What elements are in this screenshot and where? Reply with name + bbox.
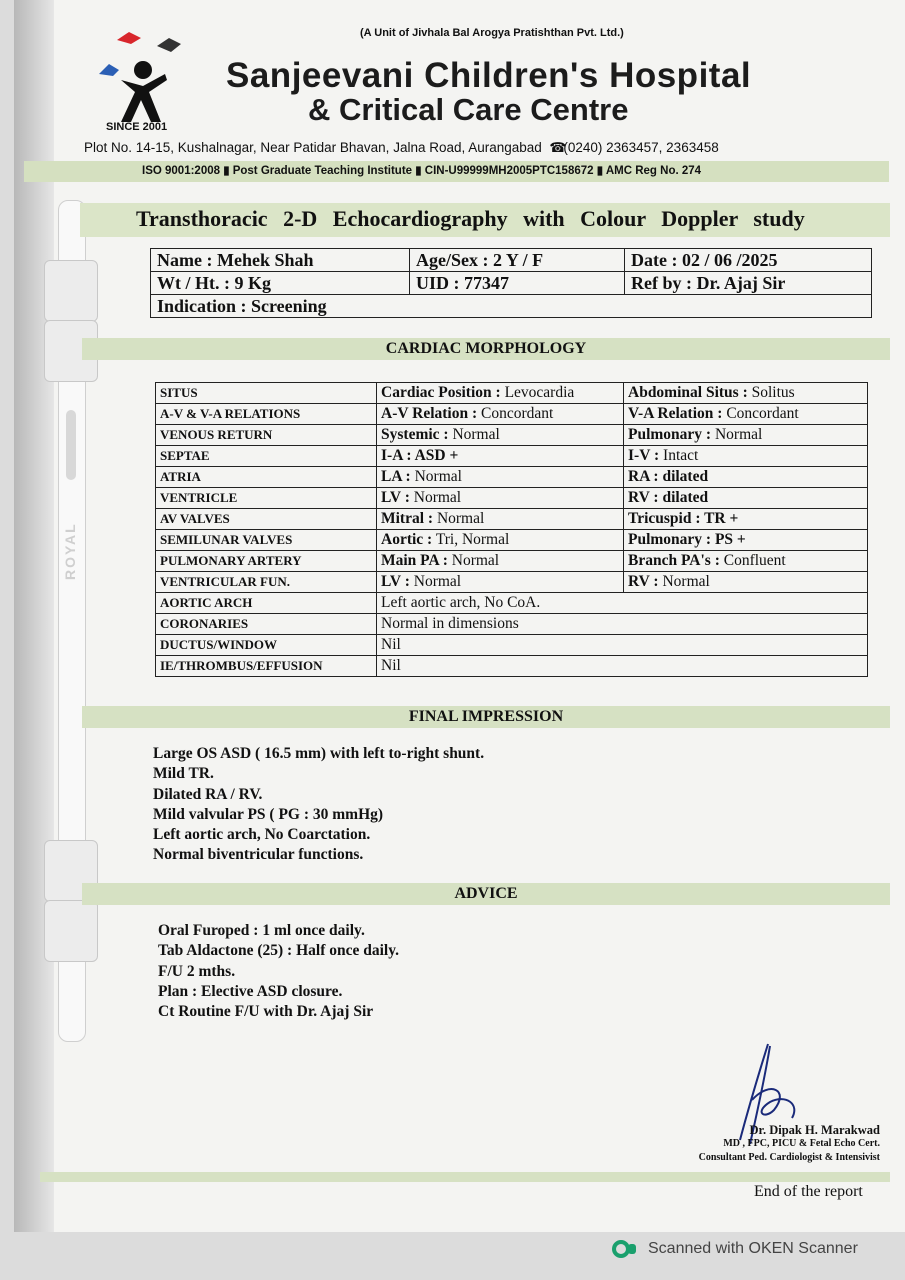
patient-age-sex: Age/Sex : 2 Y / F [410,249,625,272]
row-label: IE/THROMBUS/EFFUSION [156,656,377,677]
cell-label: Abdominal Situs : [628,384,748,401]
address-text: Plot No. 14-15, Kushalnagar, Near Patidar Bhavan, Jalna Road, Aurangabad [84,140,542,155]
cell-label: RA : dilated [628,468,709,485]
cell-value: Normal [409,489,462,506]
patient-name: Name : Mehek Shah [151,249,410,272]
table-row [156,635,868,656]
hospital-subtitle: & Critical Care Centre [308,92,629,127]
row-label: PULMONARY ARTERY [156,551,377,572]
patient-wt-ht: Wt / Ht. : 9 Kg [151,272,410,295]
cell-value: Solitus [747,384,795,401]
patient-uid: UID : 77347 [410,272,625,295]
indication: Indication : Screening [151,295,872,318]
doctor-designation: Consultant Ped. Cardiologist & Intensivist [698,1152,880,1163]
list-item: Ct Routine F/U with Dr. Ajaj Sir [158,1003,374,1021]
file-binder-strip [40,200,100,1040]
binder-brand-text: ROYAL [62,522,78,580]
cell-label: Systemic : [381,426,449,443]
cell-value: Normal [448,426,500,443]
cardiac-morphology-table [155,382,868,677]
table-row [156,404,868,425]
list-item: Dilated RA / RV. [153,785,263,803]
report-title: Transthoracic 2-D Echocardiography with Colour Doppler study [136,206,805,231]
impression-heading: FINAL IMPRESSION [82,706,890,728]
advice-list [158,921,399,1022]
row-label: VENTRICLE [156,488,377,509]
list-item: Left aortic arch, No Coarctation. [153,826,371,844]
cell-value: Normal [433,510,485,527]
since-label: SINCE 2001 [106,121,168,133]
morphology-heading: CARDIAC MORPHOLOGY [82,338,890,360]
doctor-name: Dr. Dipak H. Marakwad [749,1123,880,1137]
row-label: SEMILUNAR VALVES [156,530,377,551]
list-item: Tab Aldactone (25) : Half once daily. [158,942,399,960]
cell-value: Nil [377,635,868,656]
table-row [156,425,868,446]
address-line [84,140,719,156]
scanner-watermark [612,1240,858,1258]
doctor-qualifications: MD , FPC, PICU & Fetal Echo Cert. [723,1138,880,1149]
cell-label: V-A Relation : [628,405,723,422]
cell-value: Nil [377,656,868,677]
oken-scanner-logo-icon [612,1240,638,1258]
table-row [156,446,868,467]
hospital-name: Sanjeevani Children's Hospital [226,56,752,95]
cell-label: A-V Relation : [381,405,478,422]
row-label: VENTRICULAR FUN. [156,572,377,593]
list-item: Mild valvular PS ( PG : 30 mmHg) [153,805,384,823]
list-item: Plan : Elective ASD closure. [158,982,343,1000]
cell-label: Pulmonary : PS + [628,531,746,548]
cell-label: Mitral : [381,510,434,527]
row-label: SEPTAE [156,446,377,467]
unit-line: (A Unit of Jivhala Bal Arogya Pratishthan Pvt. Ltd.) [360,27,624,39]
cell-value: Left aortic arch, No CoA. [377,593,868,614]
row-label: AV VALVES [156,509,377,530]
list-item: Mild TR. [153,765,214,783]
table-row [156,572,868,593]
cell-value: Normal [711,426,763,443]
cell-value: Confluent [719,552,786,569]
hospital-logo-icon [95,30,185,130]
cell-label: LV : [381,573,410,590]
cell-value: Intact [659,447,699,464]
footer-band [40,1172,890,1182]
cell-label: Aortic : [381,531,433,548]
row-label: DUCTUS/WINDOW [156,635,377,656]
list-item: Normal biventricular functions. [153,846,364,864]
cell-value: Concordant [477,405,554,422]
table-row [156,656,868,677]
scanner-text: Scanned with OKEN Scanner [648,1240,858,1258]
cell-label: LV : [381,489,410,506]
report-date: Date : 02 / 06 /2025 [625,249,872,272]
referred-by: Ref by : Dr. Ajaj Sir [625,272,872,295]
table-row [156,383,868,404]
cell-label: Cardiac Position : [381,384,501,401]
certification-text: ISO 9001:2008 ▮ Post Graduate Teaching Institute ▮ CIN-U99999MH2005PTC158672 ▮ AMC Reg No. 274 [142,165,702,177]
row-label: A-V & V-A RELATIONS [156,404,377,425]
cell-label: RV : dilated [628,489,709,506]
patient-info-table [150,248,872,318]
cell-value: Normal [409,573,462,590]
cell-label: I-A : ASD + [381,447,459,464]
phone-numbers: (0240) 2363457, 2363458 [563,140,719,155]
table-row [156,530,868,551]
cell-label: Tricuspid : TR + [628,510,739,527]
cell-label: Main PA : [381,552,448,569]
row-label: SITUS [156,383,377,404]
end-of-report: End of the report [754,1183,863,1200]
cell-value: Normal in dimensions [377,614,868,635]
impression-list [153,744,484,866]
cell-value: Levocardia [500,384,575,401]
cell-value: Normal [658,573,710,590]
cell-label: Branch PA's : [628,552,720,569]
cell-value: Normal [447,552,500,569]
table-row [156,593,868,614]
row-label: CORONARIES [156,614,377,635]
report-title-band [80,203,890,237]
cell-value: Tri, Normal [432,531,510,548]
table-row [156,509,868,530]
certification-bar [24,161,889,182]
list-item: F/U 2 mths. [158,962,236,980]
cell-label: LA : [381,468,411,485]
list-item: Oral Furoped : 1 ml once daily. [158,922,365,939]
table-row [156,488,868,509]
phone-icon: ☎ [545,140,567,155]
table-row [156,614,868,635]
signature-block [650,1123,880,1165]
table-row [156,551,868,572]
row-label: ATRIA [156,467,377,488]
row-label: AORTIC ARCH [156,593,377,614]
table-row [156,467,868,488]
cell-value: Normal [410,468,462,485]
list-item: Large OS ASD ( 16.5 mm) with left to-right shunt. [153,745,485,762]
advice-heading: ADVICE [82,883,890,905]
cell-label: RV : [628,573,659,590]
cell-label: I-V : [628,447,660,464]
cell-value: Concordant [722,405,799,422]
cell-label: Pulmonary : [628,426,712,443]
row-label: VENOUS RETURN [156,425,377,446]
